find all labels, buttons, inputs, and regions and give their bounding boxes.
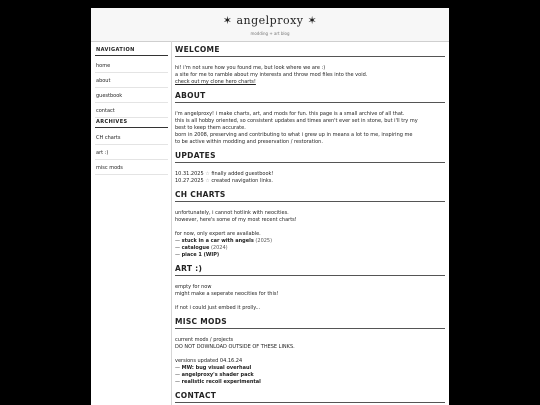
charts-line: unfortunately, i cannot hotlink with neocities. — [175, 210, 289, 216]
sidebar — [95, 45, 168, 175]
chart-link[interactable]: stuck in a car with angels — [181, 238, 254, 244]
mods-warning: DO NOT DOWNLOAD OUTSIDE OF THESE LINKS. — [175, 344, 295, 350]
art-line: empty for now — [175, 284, 212, 290]
update-entry — [175, 171, 445, 178]
site-subtitle: modding + art blog — [250, 31, 290, 36]
art-line: if not i could just embed it prolly... — [175, 305, 261, 311]
star-icon: ☆ — [205, 171, 210, 177]
archive-item-misc-mods[interactable]: misc mods — [95, 160, 168, 175]
update-date: 10.27.2025 — [175, 178, 204, 184]
update-date: 10.31.2025 — [175, 171, 204, 177]
charts-title: CH CHARTS — [175, 190, 445, 202]
chart-link[interactable]: piace 1 (WIP) — [181, 252, 220, 258]
mod-item — [175, 365, 445, 372]
navigation-title: NAVIGATION — [95, 47, 168, 56]
archives-title: ARCHIVES — [95, 119, 168, 128]
update-text: finally added guestbook! — [211, 171, 274, 177]
chart-year: (2025) — [253, 238, 273, 244]
about-line: to be active within modding and preservation / restoration. — [175, 139, 323, 145]
dash: — — [175, 238, 182, 244]
updates-title: UPDATES — [175, 151, 445, 163]
about-line: this is all hobby oriented, so consistent updates and times aren't ever set in stone, but i'll try my — [175, 118, 418, 124]
art-line: might make a seperate neocities for this! — [175, 291, 279, 297]
page-container — [91, 8, 449, 405]
chart-link[interactable]: catalogue — [181, 245, 210, 251]
nav-item-about[interactable]: about — [95, 73, 168, 88]
welcome-title: WELCOME — [175, 45, 445, 57]
contact-title: CONTACT — [175, 391, 445, 403]
dash: — — [175, 372, 182, 378]
dash: — — [175, 245, 182, 251]
star-icon: ☆ — [205, 178, 210, 184]
mod-item — [175, 379, 445, 386]
mod-link[interactable]: MW: bug visual overhaul — [181, 365, 252, 371]
chart-year: (2024) — [209, 245, 228, 251]
mod-link[interactable]: angelproxy's shader pack — [181, 372, 254, 378]
nav-item-home[interactable]: home — [95, 56, 168, 73]
about-line: best to keep them accurate. — [175, 125, 246, 131]
charts-line: for now, only expert are available. — [175, 231, 261, 237]
dash: — — [175, 379, 182, 385]
about-line: born in 2008, preserving and contributing to what i grew up in means a lot to me, inspiring me — [175, 132, 413, 138]
chart-item — [175, 238, 445, 245]
mods-line: versions updated 04.16.24 — [175, 358, 243, 364]
column-divider — [171, 41, 172, 405]
charts-line: however, here's some of my most recent charts! — [175, 217, 297, 223]
dash: — — [175, 365, 182, 371]
about-title: ABOUT — [175, 91, 445, 103]
about-line: i'm angelproxy! i make charts, art, and mods for fun. this page is a small archive of all that. — [175, 111, 405, 117]
site-title: ✶ angelproxy ✶ — [222, 14, 318, 27]
nav-item-contact[interactable]: contact — [95, 103, 168, 118]
mod-link[interactable]: realistic recoil experimental — [181, 379, 261, 385]
mods-title: MISC MODS — [175, 317, 445, 329]
mod-item — [175, 372, 445, 379]
welcome-line: hi! i'm not sure how you found me, but look where we are :) — [175, 65, 326, 71]
chart-item — [175, 245, 445, 252]
dash: — — [175, 252, 182, 258]
nav-item-guestbook[interactable]: guestbook — [95, 88, 168, 103]
welcome-line: a site for me to ramble about my interests and throw mod files into the void. — [175, 72, 368, 78]
chart-item — [175, 252, 445, 259]
update-entry — [175, 178, 445, 185]
update-text: created navigation links. — [211, 178, 273, 184]
archive-item-art[interactable]: art :) — [95, 145, 168, 160]
clone-hero-charts-link[interactable]: check out my clone hero charts! — [175, 79, 256, 85]
site-header — [91, 8, 449, 42]
main-content — [175, 45, 445, 405]
mods-line: current mods / projects — [175, 337, 234, 343]
archive-item-ch-charts[interactable]: CH charts — [95, 128, 168, 145]
art-title: ART :) — [175, 264, 445, 276]
